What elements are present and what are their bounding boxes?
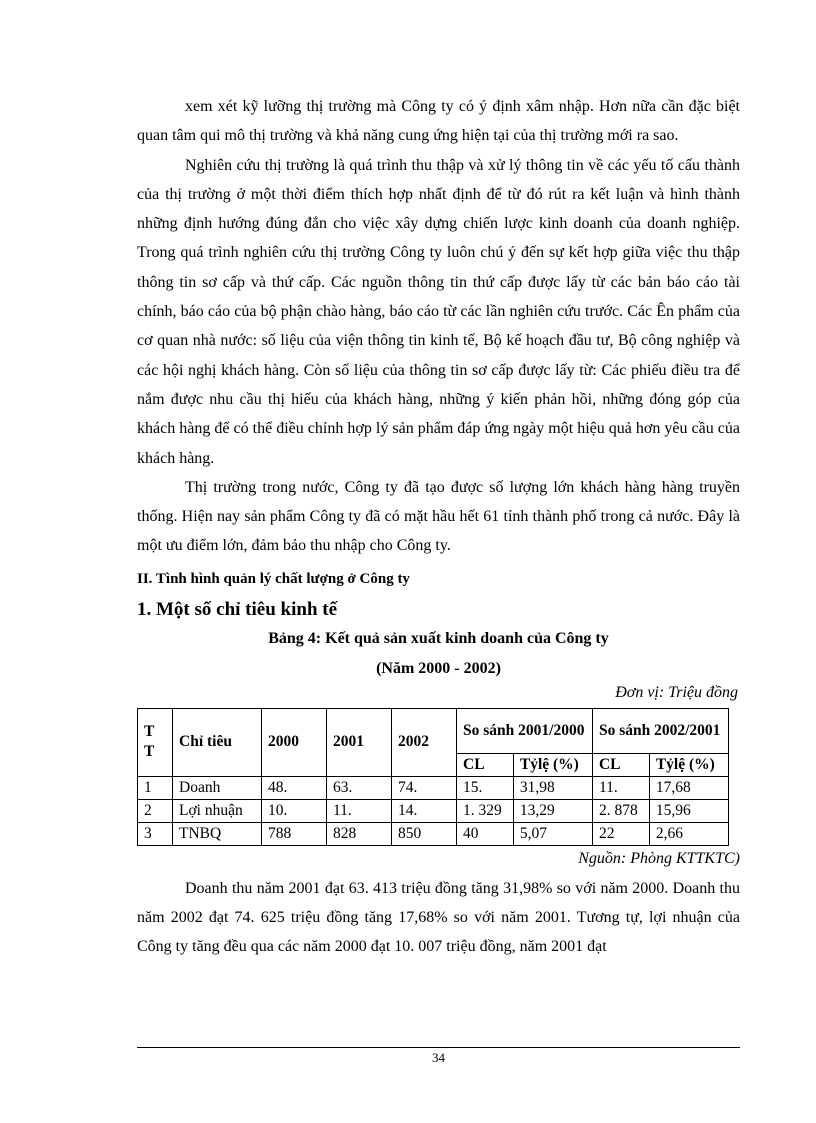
header-ratio-2: Tỷlệ (%) [649,753,728,776]
paragraph-2: Nghiên cứu thị trường là quá trình thu thập và xử lý thông tin về các yếu tố cấu thành của thị trường ở một thời điểm thích hợp nhất định để từ đó rút ra kết luận và hình thành những định hướng đúng đắn cho việc xây dựng chiến lược kinh doanh của doanh nghiệp. Trong quá trình nghiên cứu thị trường Công ty luôn chú ý đến sự kết hợp giữa việc thu thập thông tin sơ cấp và thứ cấp. Các nguồn thông tin thứ cấp được lấy từ các bản báo cáo tài chính, báo cáo của bộ phận chào hàng, báo cáo từ các lần nghiên cứu trước. Các Ên phẩm của cơ quan nhà nước: số liệu của viện thông tin kinh tế, Bộ kế hoạch đầu tư, Bộ công nghiệp và các hội nghị khách hàng. Còn số liệu của thông tin sơ cấp được lấy từ: Các phiếu điều tra để nắm được nhu cầu thị hiếu của khách hàng, những ý kiến phản hồi, những đóng góp của khách hàng để có thể điều chỉnh hợp lý sản phẩm đáp ứng ngày một hiệu quả hơn yêu cầu của khách hàng. [137,156,740,467]
footer-divider [137,1047,740,1048]
cell-2000: 10. [262,799,327,822]
cell-ratio-2: 17,68 [649,776,728,799]
table-row [138,799,729,822]
cell-name: Doanh [173,776,262,799]
table-row [138,822,729,845]
header-compare-1: So sánh 2001/2000 [457,708,593,753]
cell-2001: 828 [327,822,392,845]
header-cl-1: CL [457,753,514,776]
closing-paragraph: Doanh thu năm 2001 đạt 63. 413 triệu đồng tăng 31,98% so với năm 2000. Doanh thu năm 2002 đạt 74. 625 triệu đồng tăng 17,68% so với năm 2001. Tương tự, lợi nhuận của Công ty tăng đều qua các năm 2000 đạt 10. 007 triệu đồng, năm 2001 đạt [137,879,740,956]
cell-ratio-2: 2,66 [649,822,728,845]
cell-tt: 3 [138,822,173,845]
cell-ratio-1: 31,98 [513,776,592,799]
cell-name: Lợi nhuận [173,799,262,822]
paragraph-1: xem xét kỹ lưỡng thị trường mà Công ty có ý định xâm nhập. Hơn nữa cần đặc biệt quan tâm qui mô thị trường và khả năng cung ứng hiện tại của thị trường mới ra sao. [137,98,740,145]
cell-ratio-2: 15,96 [649,799,728,822]
cell-ratio-1: 13,29 [513,799,592,822]
cell-cl-2: 11. [592,776,649,799]
table-years: (Năm 2000 - 2002) [376,659,501,677]
cell-cl-2: 22 [592,822,649,845]
header-chi-tieu: Chỉ tiêu [173,708,262,776]
table-header-row [138,708,729,753]
header-2000: 2000 [262,708,327,776]
cell-ratio-1: 5,07 [513,822,592,845]
cell-2002: 850 [392,822,457,845]
source-note: Nguồn: Phòng KTTKTC) [578,849,740,867]
cell-tt: 1 [138,776,173,799]
paragraph-3: Thị trường trong nước, Công ty đã tạo được số lượng lớn khách hàng hàng truyền thống. Hiện nay sản phẩm Công ty đã có mặt hầu hết 61 tỉnh thành phố trong cả nước. Đây là một ưu điểm lớn, đảm bảo thu nhập cho Công ty. [137,478,740,555]
cell-cl-1: 15. [457,776,514,799]
subsection-title: 1. Một số chỉ tiêu kinh tế [137,598,338,620]
header-cl-2: CL [592,753,649,776]
page-content [137,92,740,962]
cell-2002: 14. [392,799,457,822]
table-row [138,776,729,799]
cell-cl-2: 2. 878 [592,799,649,822]
cell-name: TNBQ [173,822,262,845]
cell-2001: 11. [327,799,392,822]
table-title: Bảng 4: Kết quả sản xuất kinh doanh của Công ty [268,629,609,647]
header-compare-2: So sánh 2002/2001 [592,708,728,753]
cell-2002: 74. [392,776,457,799]
cell-2000: 788 [262,822,327,845]
unit-label: Đơn vị: Triệu đồng [615,683,738,701]
cell-cl-1: 1. 329 [457,799,514,822]
header-tt: T T [138,708,173,776]
results-table [137,708,729,846]
cell-2000: 48. [262,776,327,799]
header-2002: 2002 [392,708,457,776]
cell-cl-1: 40 [457,822,514,845]
header-ratio-1: Tỷlệ (%) [513,753,592,776]
header-2001: 2001 [327,708,392,776]
page-number: 34 [432,1050,445,1065]
section-title: II. Tình hình quản lý chất lượng ở Công ty [137,570,410,587]
cell-tt: 2 [138,799,173,822]
cell-2001: 63. [327,776,392,799]
